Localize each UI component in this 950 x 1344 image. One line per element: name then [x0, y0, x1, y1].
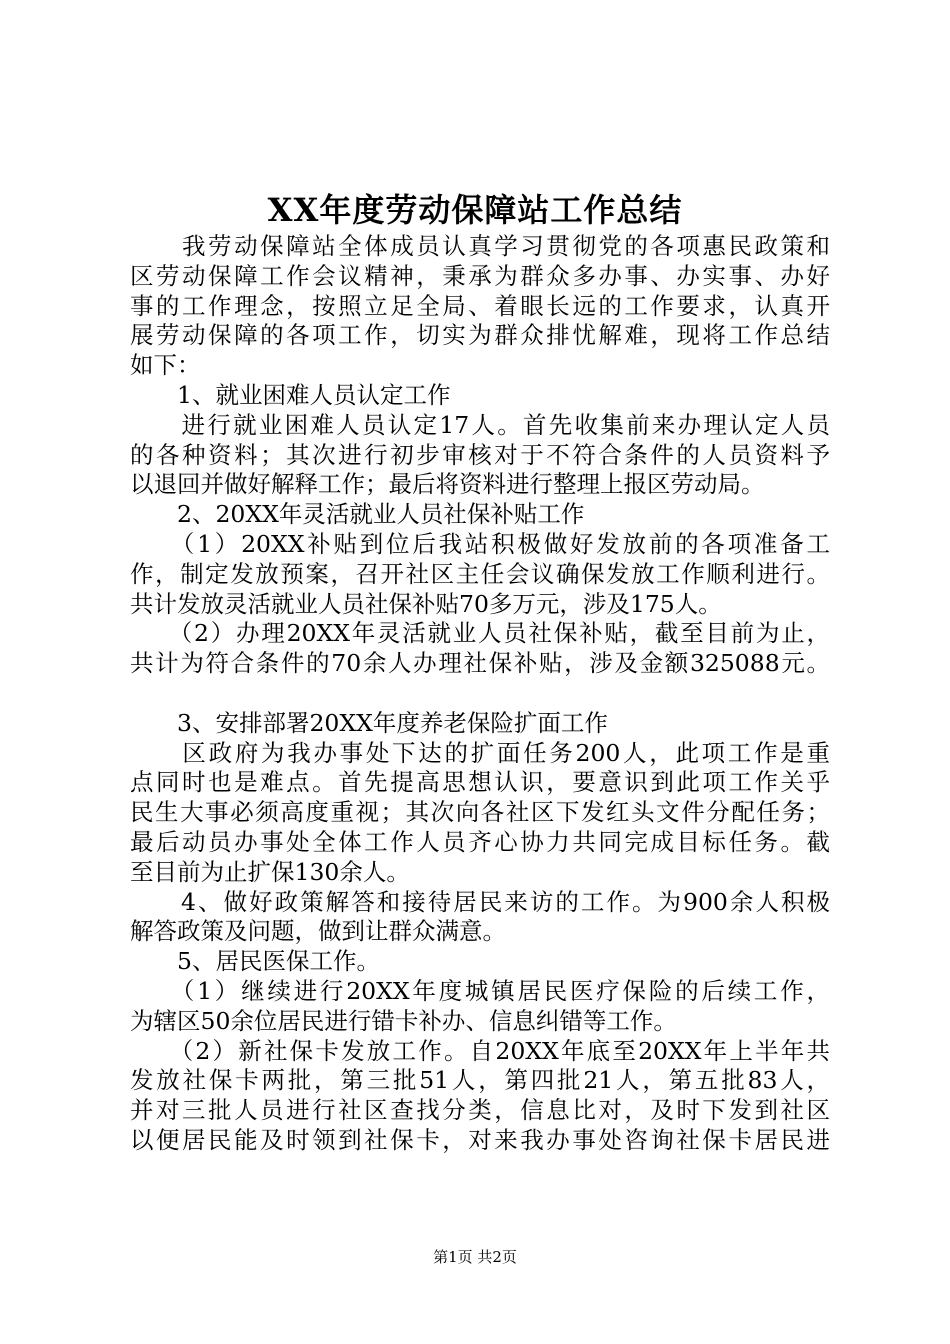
paragraph-line: 区政府为我办事处下达的扩面任务200人，此项工作是重	[130, 738, 830, 767]
paragraph-line: 解答政策及问题，做到让群众满意。	[130, 917, 506, 946]
paragraph-line: 区劳动保障工作会议精神，秉承为群众多办事、办实事、办好	[130, 261, 830, 290]
paragraph-line: （2）新社保卡发放工作。自20XX年底至20XX年上半年共	[130, 1036, 830, 1065]
paragraph-line: 以退回并做好解释工作；最后将资料进行整理上报区劳动局。	[130, 470, 765, 499]
paragraph-line: 最后动员办事处全体工作人员齐心协力共同完成目标任务。截	[130, 827, 830, 856]
paragraph-line: 作，制定发放预案，召开社区主任会议确保发放工作顺利进行。	[130, 559, 830, 588]
blank-line	[130, 679, 830, 709]
paragraph-line: 2、20XX年灵活就业人员社保补贴工作	[130, 500, 585, 529]
paragraph-line: 我劳动保障站全体成员认真学习贯彻党的各项惠民政策和	[130, 232, 830, 260]
paragraph-line: 事的工作理念，按照立足全局、着眼长远的工作要求，认真开	[130, 291, 830, 320]
paragraph-line: 至目前为止扩保130余人。	[130, 857, 410, 886]
paragraph-line: 共计为符合条件的70余人办理社保补贴，涉及金额325088元。	[130, 649, 830, 678]
document-title: XX年度劳动保障站工作总结	[267, 191, 683, 229]
paragraph-line: （1）20XX补贴到位后我站积极做好发放前的各项准备工	[130, 529, 830, 558]
paragraph-line: 的各种资料；其次进行初步审核对于不符合条件的人员资料予	[130, 440, 830, 469]
paragraph-line: 发放社保卡两批，第三批51人，第四批21人，第五批83人，	[130, 1066, 830, 1095]
paragraph-line: （2）办理20XX年灵活就业人员社保补贴，截至目前为止，	[130, 619, 830, 648]
paragraph-line: 5、居民医保工作。	[130, 947, 380, 976]
paragraph-line: 民生大事必须高度重视；其次向各社区下发红头文件分配任务；	[130, 798, 830, 827]
paragraph-line: 进行就业困难人员认定17人。首先收集前来办理认定人员	[130, 410, 830, 439]
paragraph-line: 为辖区50余位居民进行错卡补办、信息纠错等工作。	[130, 1006, 677, 1035]
paragraph-line: 展劳动保障的各项工作，切实为群众排忧解难，现将工作总结	[130, 321, 830, 350]
paragraph-line: 如下：	[130, 351, 201, 380]
paragraph-line: （1）继续进行20XX年度城镇居民医疗保险的后续工作，	[130, 976, 830, 1005]
paragraph-line: 共计发放灵活就业人员社保补贴70多万元，涉及175人。	[130, 589, 722, 618]
document-body	[130, 232, 830, 1156]
paragraph-line: 4、做好政策解答和接待居民来访的工作。为900余人积极	[130, 887, 830, 916]
paragraph-line: 并对三批人员进行社区查找分类，信息比对，及时下发到社区	[130, 1096, 830, 1125]
page-footer: 第1页 共2页	[433, 1248, 517, 1266]
paragraph-line: 以便居民能及时领到社保卡，对来我办事处咨询社保卡居民进	[130, 1125, 830, 1154]
paragraph-line: 1、就业困难人员认定工作	[130, 380, 451, 409]
paragraph-line: 点同时也是难点。首先提高思想认识，要意识到此项工作关乎	[130, 768, 830, 797]
paragraph-line: 3、安排部署20XX年度养老保险扩面工作	[130, 708, 608, 737]
